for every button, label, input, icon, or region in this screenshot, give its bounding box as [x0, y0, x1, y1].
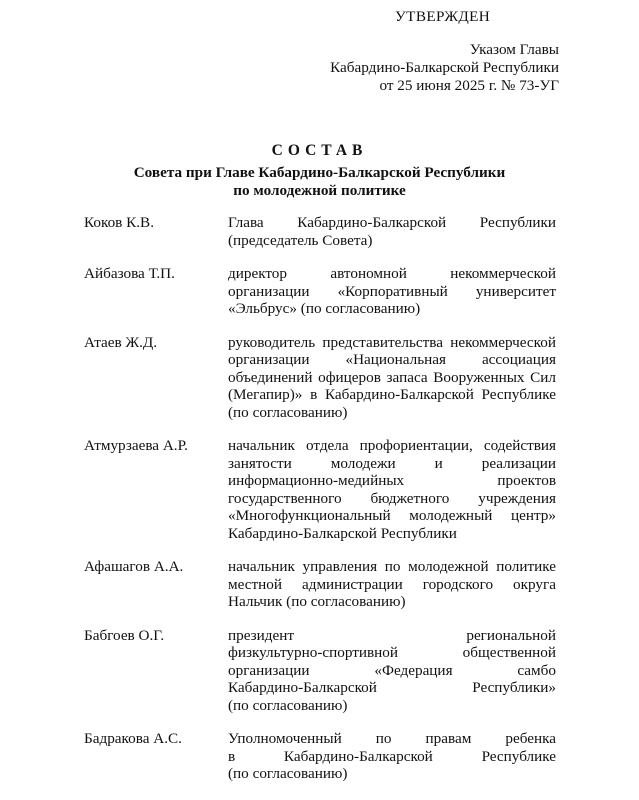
member-position — [228, 265, 556, 318]
position-line: в Кабардино-Балкарской Республике — [228, 747, 556, 765]
member-name: Бабгоев О.Г. — [84, 626, 165, 644]
position-line: объединений офицеров запаса Вооруженных Сил — [228, 368, 556, 386]
position-line: организации «Федерация самбо — [228, 661, 556, 679]
member-row — [84, 334, 556, 422]
approval-title: УТВЕРЖДЕН — [395, 8, 491, 25]
position-line: организации «Корпоративный университет — [228, 282, 556, 300]
approval-line: Указом Главы — [469, 41, 559, 58]
position-line: физкультурно-спортивной общественной — [228, 644, 556, 661]
position-line: (по согласованию) — [228, 765, 348, 782]
approval-line: Кабардино-Балкарской Республики — [330, 59, 559, 76]
position-line: «Эльбрус» (по согласованию) — [228, 300, 421, 317]
member-position — [228, 437, 556, 542]
member-row — [84, 627, 556, 715]
approval-block — [312, 8, 612, 95]
member-row — [84, 730, 556, 783]
position-line: директор автономной некоммерческой — [228, 265, 556, 282]
member-name: Бадракова А.С. — [84, 730, 182, 747]
member-name: Атаев Ж.Д. — [84, 333, 158, 351]
position-line: (по согласованию) — [228, 696, 348, 714]
position-line: (председатель Совета) — [228, 231, 373, 249]
document-title: СОСТАВ — [271, 142, 368, 159]
member-row — [84, 558, 556, 611]
position-line: занятости молодежи и реализации — [228, 454, 556, 472]
position-line: руководитель представительства некоммерческой — [228, 333, 556, 351]
position-line: информационно-медийных проектов — [228, 472, 556, 489]
member-position — [228, 558, 556, 611]
subtitle-line: по молодежной политике — [233, 182, 406, 199]
member-row — [84, 214, 556, 249]
position-line: местной администрации городского округа — [228, 575, 556, 593]
position-line: начальник отдела профориентации, содействия — [228, 437, 556, 454]
position-line: «Многофункциональный молодежный центр» — [228, 507, 556, 524]
member-position — [228, 334, 556, 422]
position-line: Кабардино-Балкарской Республики» — [228, 679, 556, 696]
member-name: Айбазова Т.П. — [84, 265, 175, 282]
position-line: организации «Национальная ассоциация — [228, 351, 556, 368]
subtitle-line: Совета при Главе Кабардино-Балкарской Республики — [133, 164, 506, 181]
position-line: Уполномоченный по правам ребенка — [228, 730, 556, 747]
member-name: Коков К.В. — [84, 214, 154, 231]
position-line: Кабардино-Балкарской Республики — [228, 524, 457, 542]
member-position — [228, 730, 556, 783]
approval-line: от 25 июня 2025 г. № 73-УГ — [379, 77, 559, 94]
position-line: начальник управления по молодежной политике — [228, 558, 556, 575]
member-name: Афашагов А.А. — [84, 558, 184, 575]
position-line: государственного бюджетного учреждения — [228, 489, 556, 507]
position-line: Глава Кабардино-Балкарской Республики — [228, 214, 556, 231]
position-line: (Мегапир)» в Кабардино-Балкарской Республике — [228, 386, 556, 403]
members-list — [84, 214, 556, 799]
position-line: (по согласованию) — [228, 403, 348, 421]
member-position — [228, 214, 556, 249]
document-subtitle — [0, 164, 639, 200]
member-row — [84, 265, 556, 318]
position-line: Нальчик (по согласованию) — [228, 593, 406, 610]
member-position — [228, 627, 556, 715]
member-row — [84, 437, 556, 542]
position-line: президент региональной — [228, 626, 556, 644]
member-name: Атмурзаева А.Р. — [84, 437, 188, 454]
